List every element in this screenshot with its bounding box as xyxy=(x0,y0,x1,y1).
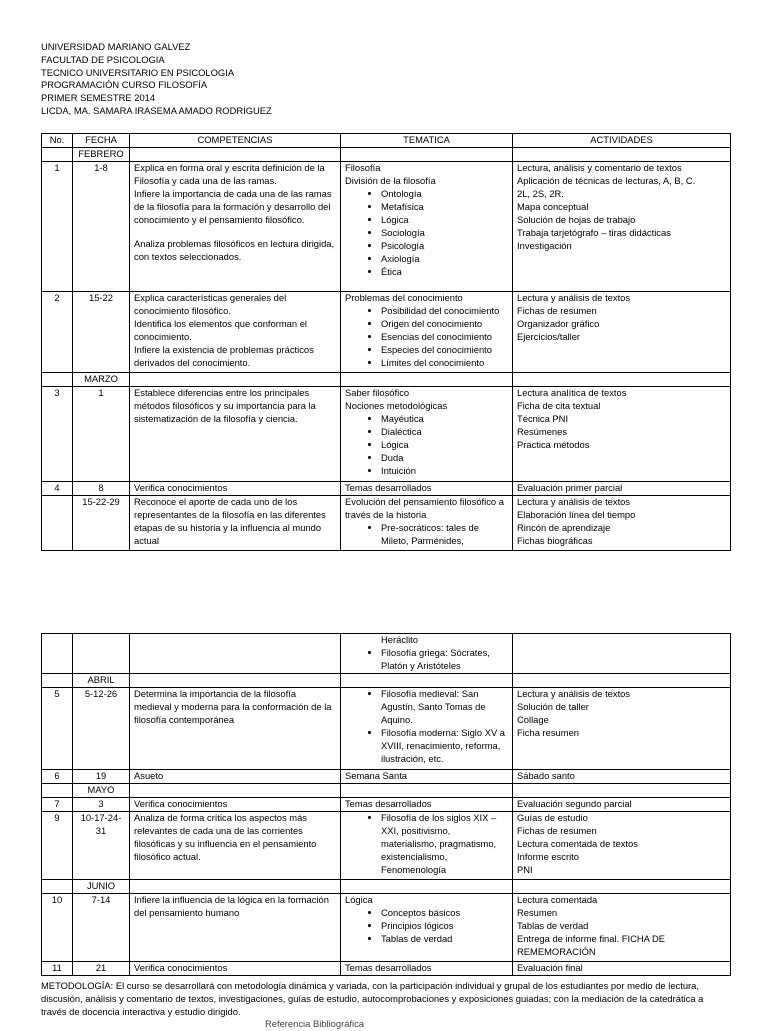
row-date: 1 xyxy=(73,386,130,481)
list-item: • Sociología xyxy=(381,227,508,240)
row-tematica: Temas desarrollados xyxy=(341,797,513,811)
list-item: • Lógica xyxy=(381,439,508,452)
row-competencias: Verifica conocimientos xyxy=(130,961,341,975)
list-item: • Especies del conocimiento xyxy=(381,344,508,357)
list-item: • Principios lógicos xyxy=(381,920,508,933)
list-item: • Filosofía moderna: Siglo XV a XVIII, renacimiento, reforma, ilustración, etc. xyxy=(381,727,508,766)
row-tematica xyxy=(341,811,513,879)
row-actividades: Sábado santo xyxy=(513,769,731,783)
header-university: UNIVERSIDAD MARIANO GALVEZ xyxy=(41,41,191,52)
row-competencias: Verifica conocimientos xyxy=(130,481,341,495)
col-header-actividades: ACTIVIDADES xyxy=(513,134,731,148)
row-actividades: Lectura y análisis de textos Solución de taller Collage Ficha resumen xyxy=(513,687,731,769)
month-row xyxy=(42,783,731,797)
row-competencias: Infiere la influencia de la lógica en la formación del pensamiento humano xyxy=(130,893,341,961)
row-number: 4 xyxy=(42,481,73,495)
table-row xyxy=(42,634,731,674)
table-row xyxy=(42,961,731,975)
row-number: 3 xyxy=(42,386,73,481)
row-number: 7 xyxy=(42,797,73,811)
list-item: • Lógica xyxy=(381,214,508,227)
row-number: 9 xyxy=(42,811,73,879)
table-row xyxy=(42,161,731,291)
list-item: • Conceptos básicos xyxy=(381,907,508,920)
row-date: 21 xyxy=(73,961,130,975)
methodology-paragraph xyxy=(41,979,731,1018)
row-number xyxy=(42,495,73,550)
month-label: ABRIL xyxy=(73,674,130,688)
list-item: • Mayéutica xyxy=(381,413,508,426)
table-row xyxy=(42,797,731,811)
row-competencias: Determina la importancia de la filosofía medieval y moderna para la conformación de la filosofía contemporánea xyxy=(130,687,341,769)
table-header-row xyxy=(42,134,731,148)
row-date: 5-12-26 xyxy=(73,687,130,769)
header-semester: PRIMER SEMESTRE 2014 xyxy=(41,92,156,104)
program-table-page-2 xyxy=(41,633,731,976)
list-item: • Pre-socráticos: tales de Mileto, Parménides, xyxy=(381,522,508,548)
col-header-fecha: FECHA xyxy=(73,134,130,148)
list-item: • Duda xyxy=(381,452,508,465)
list-item: • Filosofía de los siglos XIX – XXI, positivismo, materialismo, pragmatismo, existencialismo, Fenomenología xyxy=(381,812,508,877)
row-date: 19 xyxy=(73,769,130,783)
row-number: 5 xyxy=(42,687,73,769)
month-row xyxy=(42,372,731,386)
methodology-label: METODOLOGÍA: xyxy=(41,980,114,991)
row-competencias: Reconoce el aporte de cada uno de los representantes de la filosofía en las diferentes etapas de su historia y la influencia al mundo actual xyxy=(130,495,341,550)
row-number: 2 xyxy=(42,291,73,372)
row-date: 8 xyxy=(73,481,130,495)
row-actividades: Evaluación primer parcial xyxy=(513,481,731,495)
row-competencias: Establece diferencias entre los principales métodos filosóficos y su importancia para la sistematización de la filosofía y ciencia. xyxy=(130,386,341,481)
row-tematica: Evolución del pensamiento filosófico a través de la historia • Pre-socráticos: tales de Mileto, Parménides, xyxy=(341,495,513,550)
col-header-no: No. xyxy=(42,134,73,148)
month-row xyxy=(42,674,731,688)
row-actividades: Evaluación segundo parcial xyxy=(513,797,731,811)
month-label: MAYO xyxy=(73,783,130,797)
row-date: 3 xyxy=(73,797,130,811)
list-item: • Metafísica xyxy=(381,201,508,214)
row-tematica: Heráclito • Filosofía griega: Sócrates, Platón y Aristóteles xyxy=(341,634,513,674)
row-tematica xyxy=(341,687,513,769)
list-item: • Axiología xyxy=(381,253,508,266)
row-competencias: Verifica conocimientos xyxy=(130,797,341,811)
row-actividades: Evaluación final xyxy=(513,961,731,975)
table-row xyxy=(42,811,731,879)
list-item: • Psicología xyxy=(381,240,508,253)
col-header-competencias: COMPETENCIAS xyxy=(130,134,341,148)
list-item: • Filosofía medieval: San Agustín, Santo Tomas de Aquino. xyxy=(381,688,508,727)
list-item: • Posibilidad del conocimiento xyxy=(381,305,508,318)
row-number: 1 xyxy=(42,161,73,291)
row-actividades: Lectura y análisis de textos Fichas de resumen Organizador gráfico Ejercicios/taller xyxy=(513,291,731,372)
row-tematica: Problemas del conocimiento • Posibilidad del conocimiento • Origen del conocimiento • Esencias del conocimiento • Especies del conocimiento • Límites del conocimiento xyxy=(341,291,513,372)
row-date: 15-22-29 xyxy=(73,495,130,550)
program-table-page-1 xyxy=(41,133,731,551)
list-item: • Tablas de verdad xyxy=(381,933,508,946)
row-actividades: Lectura y análisis de textos Elaboración línea del tiempo Rincón de aprendizaje Fichas biográficas xyxy=(513,495,731,550)
month-label: JUNIO xyxy=(73,879,130,893)
row-competencias: Asueto xyxy=(130,769,341,783)
table-row xyxy=(42,893,731,961)
list-item: • Dialéctica xyxy=(381,426,508,439)
row-competencias: Explica en forma oral y escrita definición de la Filosofía y cada una de las ramas. Infiere la importancia de cada una de las ramas de la filosofía para la formación y desarrollo del conocimiento y el pensamiento filosófico. Analiza problemas filosóficos en lectura dirigida, con textos seleccionados. xyxy=(130,161,341,291)
header-teacher: LICDA, MA. SAMARA IRASEMA AMADO RODRIGUEZ xyxy=(41,104,272,116)
list-item: • Origen del conocimiento xyxy=(381,318,508,331)
list-item: • Límites del conocimiento xyxy=(381,357,508,370)
row-actividades: Lectura comentada Resumen Tablas de verdad Entrega de informe final. FICHA DE REMEMORACIÓN xyxy=(513,893,731,961)
row-actividades: Guías de estudio Fichas de resumen Lectura comentada de textos Informe escrito PNI xyxy=(513,811,731,879)
row-number: 6 xyxy=(42,769,73,783)
row-tematica: Saber filosófico Nociones metodológicas • Mayéutica • Dialéctica • Lógica • Duda • Intuición xyxy=(341,386,513,481)
row-tematica: Semana Santa xyxy=(341,769,513,783)
list-item: • Ontología xyxy=(381,188,508,201)
table-row xyxy=(42,687,731,769)
header-program: TECNICO UNIVERSITARIO EN PSICOLOGIA xyxy=(41,66,235,78)
month-label: MARZO xyxy=(73,372,130,386)
table-row xyxy=(42,769,731,783)
methodology-text: El curso se desarrollará con metodología dinámica y variada, con la participación individual y grupal de los estudiantes por medio de lectura, discusión, análisis y comentario de textos, investigaciones, guías de estudio, autocomprobaciones y exposiciones guiadas; con la mediación de la catedrática a través de docencia interactiva y estudio dirigido. xyxy=(41,980,704,1017)
row-number: 11 xyxy=(42,961,73,975)
row-number: 10 xyxy=(42,893,73,961)
list-item: • Ética xyxy=(381,266,508,279)
bibliography-heading: Referencia Bibliográfica xyxy=(265,1018,365,1029)
row-competencias: Analiza de forma crítica los aspectos más relevantes de cada una de las corrientes filosóficas y su influencia en el pensamiento filosófico actual. xyxy=(130,811,341,879)
list-item: • Intuición xyxy=(381,465,508,478)
month-row xyxy=(42,879,731,893)
row-date: 15-22 xyxy=(73,291,130,372)
row-date: 7-14 xyxy=(73,893,130,961)
row-tematica: Filosofía División de la filosofía • Ontología • Metafísica • Lógica • Sociología • Psicología • Axiología • Ética xyxy=(341,161,513,291)
row-competencias: Explica características generales del conocimiento filosófico. Identifica los elementos que conforman el conocimiento. Infiere la existencia de problemas prácticos derivados del conocimiento. xyxy=(130,291,341,372)
col-header-tematica: TEMATICA xyxy=(341,134,513,148)
document-header xyxy=(41,41,272,118)
row-date: 10-17-24-31 xyxy=(73,811,130,879)
header-faculty: FACULTAD DE PSICOLOGIA xyxy=(41,53,165,65)
table-row xyxy=(42,291,731,372)
row-tematica: Temas desarrollados xyxy=(341,961,513,975)
row-actividades: Lectura analítica de textos Ficha de cita textual Técnica PNI Resúmenes Practica métodos xyxy=(513,386,731,481)
month-label: FEBRERO xyxy=(73,147,130,161)
row-actividades: Lectura, análisis y comentario de textos Aplicación de técnicas de lecturas, A, B, C. 2L, 2S, 2R. Mapa conceptual Solución de hojas de trabajo Trabaja tarjetógrafo – tiras didácticas Investigación xyxy=(513,161,731,291)
header-course: PROGRAMACIÓN CURSO FILOSOFÍA xyxy=(41,79,208,91)
table-row xyxy=(42,495,731,550)
list-item: • Filosofía griega: Sócrates, Platón y Aristóteles xyxy=(381,647,508,673)
list-item: • Esencias del conocimiento xyxy=(381,331,508,344)
table-row xyxy=(42,386,731,481)
row-date: 1-8 xyxy=(73,161,130,291)
row-tematica: Lógica • Conceptos básicos • Principios lógicos • Tablas de verdad xyxy=(341,893,513,961)
table-row xyxy=(42,481,731,495)
month-row xyxy=(42,147,731,161)
row-tematica: Temas desarrollados xyxy=(341,481,513,495)
